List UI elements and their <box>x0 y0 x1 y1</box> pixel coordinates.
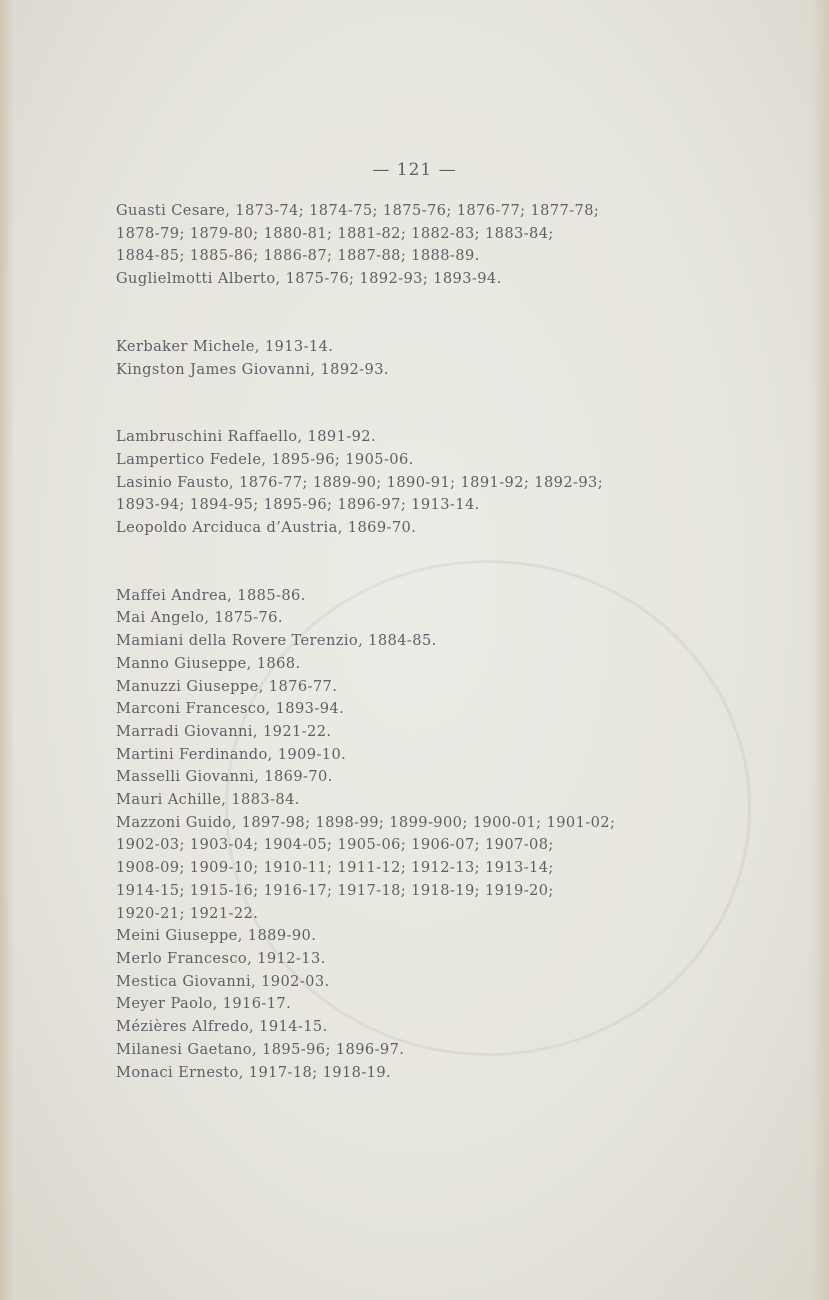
list-item <box>116 1039 576 1062</box>
entry-line: Manno Giuseppe, 1868. <box>116 654 301 672</box>
list-item <box>116 948 576 971</box>
entry-line: Mauri Achille, 1883-84. <box>116 791 300 809</box>
list-item <box>116 268 576 291</box>
entry-line: Mazzoni Guido, 1897-98; 1898-99; 1899-900; 1900-01; 1901-02; <box>116 813 616 831</box>
list-item <box>116 607 576 630</box>
group-spacer <box>116 381 576 426</box>
paper-edge-left <box>0 0 14 1300</box>
list-item <box>116 812 616 926</box>
list-item <box>116 630 576 653</box>
list-item <box>116 971 576 994</box>
entry-line: Marconi Francesco, 1893-94. <box>116 700 345 718</box>
entry-line: 1878-79; 1879-80; 1880-81; 1881-82; 1882-83; 1883-84; <box>116 224 554 242</box>
list-item <box>116 336 576 359</box>
list-item <box>116 744 576 767</box>
entry-line: Guasti Cesare, 1873-74; 1874-75; 1875-76; 1876-77; 1877-78; <box>116 202 600 219</box>
entry-line: Meyer Paolo, 1916-17. <box>116 995 292 1013</box>
entry-line: 1884-85; 1885-86; 1886-87; 1887-88; 1888-89. <box>116 247 480 265</box>
entry-line: Martini Ferdinando, 1909-10. <box>116 745 347 763</box>
group-spacer <box>116 540 576 585</box>
entry-line: 1914-15; 1915-16; 1916-17; 1917-18; 1918-19; 1919-20; <box>116 881 554 899</box>
entry-line: Lasinio Fausto, 1876-77; 1889-90; 1890-91; 1891-92; 1892-93; <box>116 473 604 491</box>
entry-line: 1902-03; 1903-04; 1904-05; 1905-06; 1906-07; 1907-08; <box>116 836 554 854</box>
list-item <box>116 789 576 812</box>
entry-line: Guglielmotti Alberto, 1875-76; 1892-93; 1893-94. <box>116 270 502 288</box>
entry-group <box>116 336 576 381</box>
entry-line: Mamiani della Rovere Terenzio, 1884-85. <box>116 632 437 650</box>
list-item <box>116 359 576 382</box>
entry-line: Masselli Giovanni, 1869-70. <box>116 768 333 786</box>
list-item <box>116 472 604 517</box>
list-item <box>116 517 576 540</box>
entry-line: Milanesi Gaetano, 1895-96; 1896-97. <box>116 1040 405 1058</box>
entry-group <box>116 200 600 291</box>
list-item <box>116 698 576 721</box>
entry-line: Maffei Andrea, 1885-86. <box>116 586 306 604</box>
entry-line: Mestica Giovanni, 1902-03. <box>116 972 330 990</box>
list-item <box>116 766 576 789</box>
entry-group <box>116 426 604 540</box>
entry-group <box>116 585 616 1084</box>
list-item <box>116 925 576 948</box>
entry-line: Monaci Ernesto, 1917-18; 1918-19. <box>116 1063 392 1081</box>
entry-line: 1893-94; 1894-95; 1895-96; 1896-97; 1913-14. <box>116 496 480 514</box>
entry-line: 1908-09; 1909-10; 1910-11; 1911-12; 1912-13; 1913-14; <box>116 859 554 877</box>
list-item <box>116 200 600 268</box>
list-item <box>116 585 576 608</box>
list-item <box>116 449 576 472</box>
page-number: — 121 — <box>372 160 457 180</box>
entry-line: Leopoldo Arciduca d’Austria, 1869-70. <box>116 519 417 537</box>
entry-line: Kerbaker Michele, 1913-14. <box>116 337 334 355</box>
list-item <box>116 1016 576 1039</box>
paper-edge-right <box>811 0 829 1300</box>
list-item <box>116 1062 576 1085</box>
group-spacer <box>116 291 576 336</box>
entry-line: Manuzzi Giuseppe, 1876-77. <box>116 677 338 695</box>
entry-list <box>116 200 616 1084</box>
list-item <box>116 721 576 744</box>
entry-line: Mai Angelo, 1875-76. <box>116 609 283 627</box>
entry-line: Kingston James Giovanni, 1892-93. <box>116 360 389 378</box>
entry-line: 1920-21; 1921-22. <box>116 904 259 922</box>
entry-line: Lampertico Fedele, 1895-96; 1905-06. <box>116 450 414 468</box>
list-item <box>116 426 576 449</box>
entry-line: Lambruschini Raffaello, 1891-92. <box>116 428 377 446</box>
entry-line: Meini Giuseppe, 1889-90. <box>116 927 317 945</box>
entry-line: Marradi Giovanni, 1921-22. <box>116 722 332 740</box>
list-item <box>116 993 576 1016</box>
entry-line: Merlo Francesco, 1912-13. <box>116 949 326 967</box>
list-item <box>116 676 576 699</box>
entry-line: Mézières Alfredo, 1914-15. <box>116 1018 328 1036</box>
list-item <box>116 653 576 676</box>
